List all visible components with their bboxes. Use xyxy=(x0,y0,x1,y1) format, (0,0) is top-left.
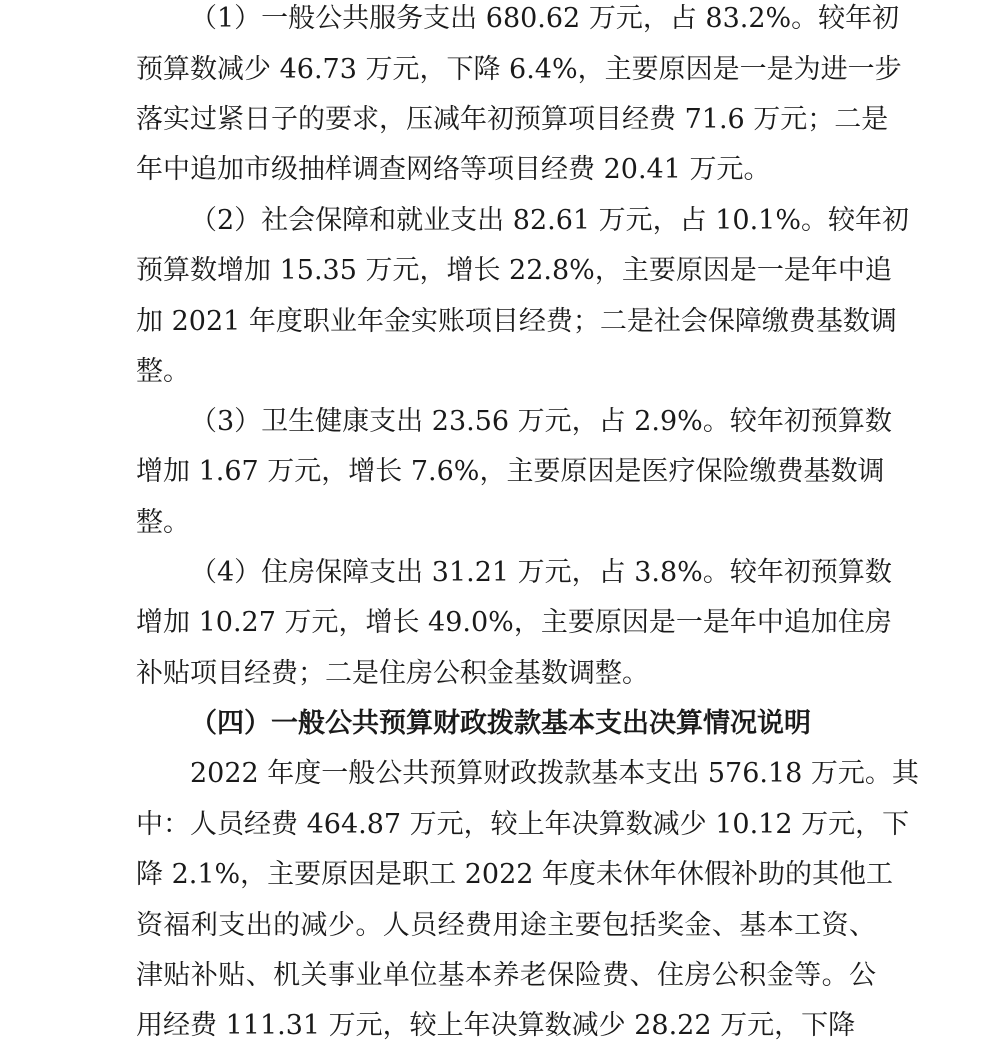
text-line-1: （1）一般公共服务支出 680.62 万元，占 83.2%。较年初 xyxy=(190,3,900,34)
text-line-11: 整。 xyxy=(136,507,190,538)
text-line-21: 用经费 111.31 万元，较上年决算数减少 28.22 万元，下降 xyxy=(136,1010,856,1041)
text-line-17: 中：人员经费 464.87 万元，较上年决算数减少 10.12 万元，下 xyxy=(136,809,910,840)
text-line-9: （3）卫生健康支出 23.56 万元，占 2.9%。较年初预算数 xyxy=(190,406,892,437)
text-line-19: 资福利支出的减少。人员经费用途主要包括奖金、基本工资、 xyxy=(136,910,876,941)
text-line-7: 加 2021 年度职业年金实账项目经费；二是社会保障缴费基数调 xyxy=(136,306,897,337)
section-heading: （四）一般公共预算财政拨款基本支出决算情况说明 xyxy=(190,708,811,739)
text-line-3: 落实过紧日子的要求，压减年初预算项目经费 71.6 万元；二是 xyxy=(136,104,889,135)
text-line-4: 年中追加市级抽样调查网络等项目经费 20.41 万元。 xyxy=(136,154,771,185)
text-line-8: 整。 xyxy=(136,356,190,387)
text-line-10: 增加 1.67 万元，增长 7.6%，主要原因是医疗保险缴费基数调 xyxy=(136,456,885,487)
text-line-13: 增加 10.27 万元，增长 49.0%，主要原因是一是年中追加住房 xyxy=(136,607,892,638)
text-line-18: 降 2.1%，主要原因是职工 2022 年度未休年休假补助的其他工 xyxy=(136,859,894,890)
text-line-14: 补贴项目经费；二是住房公积金基数调整。 xyxy=(136,658,649,689)
text-line-5: （2）社会保障和就业支出 82.61 万元，占 10.1%。较年初 xyxy=(190,205,909,236)
text-line-6: 预算数增加 15.35 万元，增长 22.8%，主要原因是一是年中追 xyxy=(136,255,892,286)
text-line-20: 津贴补贴、机关事业单位基本养老保险费、住房公积金等。公 xyxy=(136,960,876,991)
text-line-12: （4）住房保障支出 31.21 万元，占 3.8%。较年初预算数 xyxy=(190,557,892,588)
text-line-2: 预算数减少 46.73 万元，下降 6.4%，主要原因是一是为进一步 xyxy=(136,54,902,85)
text-line-16: 2022 年度一般公共预算财政拨款基本支出 576.18 万元。其 xyxy=(190,758,919,789)
